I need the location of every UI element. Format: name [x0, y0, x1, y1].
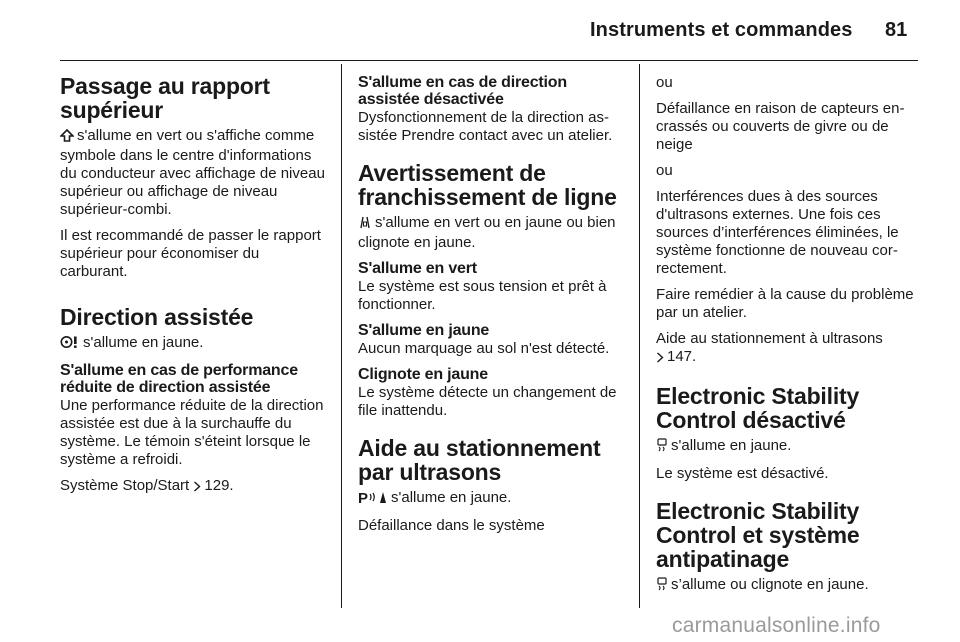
column-3	[656, 74, 924, 604]
paragraph: P s'allume en jaune.	[358, 489, 626, 509]
paragraph: Il est recommandé de passer le rapport supérieur pour économiser du carburant.	[60, 227, 321, 280]
subsection-title: S'allume en cas de performance réduite de direction assistée	[60, 362, 298, 396]
power-steering-warning-icon	[60, 335, 80, 354]
paragraph: Le système est désactivé.	[656, 465, 829, 482]
header-divider	[60, 60, 918, 61]
section-title-upshift: Passage au rapport supérieur	[60, 73, 270, 123]
column-2	[358, 74, 626, 543]
paragraph: Aucun marquage au sol n'est détecté.	[358, 340, 610, 357]
page-reference[interactable]: 147.	[667, 348, 697, 365]
section-title-esc-off: Electronic Stability Control désactivé	[656, 383, 860, 433]
paragraph: Système Stop/Start 129.	[60, 477, 328, 497]
upshift-arrow-icon	[60, 129, 74, 147]
column-1	[60, 74, 328, 505]
paragraph: s'allume en jaune.	[656, 437, 924, 457]
paragraph: ou	[656, 162, 673, 179]
section-title-parking-assist: Aide au stationnement par ultrasons	[358, 435, 601, 485]
section-title-lane-departure: Avertissement de franchissement de ligne	[358, 160, 617, 210]
paragraph: Défaillance dans le système	[358, 517, 545, 534]
svg-text:P: P	[358, 490, 369, 504]
subsection-title: S'allume en cas de direction assistée désactivée	[358, 74, 567, 108]
paragraph: Une performance réduite de la direction assistée est due à la surchauffe du système. Le témoin s'éteint lorsque le système a refroidi.	[60, 397, 324, 468]
paragraph: Défaillance en raison de capteurs encrassés ou couverts de givre ou de neige	[656, 100, 905, 153]
subsection-title: S'allume en vert	[358, 260, 477, 277]
paragraph: s’allume ou clignote en jaune.	[656, 576, 924, 596]
subsection-title: Clignote en jaune	[358, 366, 488, 383]
page-number: 81	[885, 19, 908, 41]
column-divider-1	[341, 64, 342, 608]
paragraph: Interférences dues à des sources d'ultrasons externes. Une fois ces sources d’interférences éliminées, le système fonctionne de nouveau correctement.	[656, 188, 899, 277]
paragraph: s'allume en jaune.	[60, 334, 328, 354]
lane-departure-icon	[358, 215, 372, 234]
paragraph: Le système est sous tension et prêt à fonctionner.	[358, 278, 607, 313]
column-divider-2	[639, 64, 640, 608]
section-title-power-steering: Direction assistée	[60, 304, 254, 330]
parking-assist-icon	[358, 490, 388, 509]
cross-reference-arrow-icon[interactable]	[193, 479, 201, 497]
watermark: carmanualsonline.info	[672, 614, 881, 637]
paragraph: s'allume en vert ou s'affiche comme symbole dans le centre d'informations du conducteur avec affichage de niveau supérieur ou affichage de niveau supérieur-combi.	[60, 127, 325, 218]
esc-off-icon	[656, 438, 668, 457]
cross-reference-arrow-icon[interactable]	[656, 350, 664, 368]
page-reference[interactable]: 129.	[204, 477, 234, 494]
paragraph: Le système détecte un changement de file inattendu.	[358, 384, 617, 419]
running-header-title: Instruments et commandes	[590, 19, 853, 41]
esc-traction-icon	[656, 577, 668, 596]
paragraph: Dysfonctionnement de la direction assistée Prendre contact avec un atelier.	[358, 109, 613, 144]
paragraph: ou	[656, 74, 673, 91]
section-title-esc-traction: Electronic Stability Control et système antipatinage	[656, 498, 860, 572]
subsection-title: S'allume en jaune	[358, 322, 490, 339]
paragraph: Aide au stationnement à ultrasons 147.	[656, 330, 924, 368]
paragraph: Faire remédier à la cause du problème par un atelier.	[656, 286, 914, 321]
paragraph: s'allume en vert ou en jaune ou bien clignote en jaune.	[358, 214, 616, 251]
